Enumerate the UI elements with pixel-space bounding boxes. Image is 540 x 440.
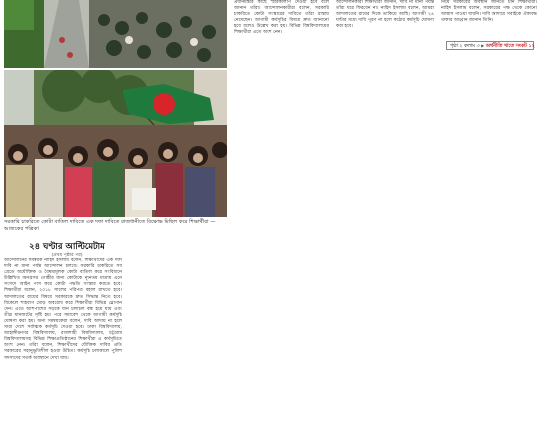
photo-caption: সরকারি চাকরিতে কোটা বাতিল দাবিতে এক দফা দাবিতে রাজধানীতে বিক্ষোভ মিছিল করে শিক্ষার্থীরা —আজকের পত্রিকা — [4, 219, 216, 232]
jump-accent: অর্থনীতি খাতে সংকট ১২ — [485, 43, 535, 49]
triangle-icon: ▶ — [481, 43, 485, 48]
protest-crowd-with-flag-photo — [4, 70, 227, 217]
street-crowd-photo — [4, 0, 227, 68]
top-column-2: আন্দোলনকারী শিক্ষার্থীরা জানান, দাবি না মানা পর্যন্ত তাঁরা ঘরে ফিরবেন না। নাহিদ ইসলাম বলেন, আমরা আদালতের রায়ের দিকে তাকিয়ে আছি। আগামী ২৪ ঘণ্টার মধ্যে দাবি পূরণ না হলে কঠোর কর্মসূচি ঘোষণা করা হবে। — [336, 0, 434, 30]
top-column-3: নিয়ে সরকারের অবস্থান জানতে চান শিক্ষার্থীরা। নাহিদ ইসলাম বলেন, সরকারের পক্ষ থেকে কোনো আশ্বাস পাওয়া যায়নি। দাবি আদায়ে সবাইকে ঐক্যবদ্ধ থাকার আহ্বান জানান তিনি। — [441, 0, 537, 24]
article-subhead: (প্রথম পৃষ্ঠার পর) — [51, 253, 83, 258]
page-jump-reference — [446, 41, 534, 50]
jump-prefix: পৃষ্ঠা ২ কলাম ৩ — [450, 44, 480, 49]
article-body: আন্দোলনের সমন্বয়ক নাহিদ ইসলাম বলেন, শিক্ষার্থীদের এক দফা দাবি না মানা পর্যন্ত আন্দোলন চলবে। সরকারি চাকরিতে সব গ্রেডে অযৌক্তিক ও বৈষম্যমূলক কোটা বাতিল করে সংবিধানে উল্লিখিত অনগ্রসর গোষ্ঠীর জন্য কোটাকে ন্যূনতম মাত্রায় এনে সংসদে আইন পাস করে কোটা পদ্ধতি সংস্কার করতে হবে। শিক্ষার্থীরা বলেন, ২০১৮ সালের পরিপত্র বহাল রাখতে হবে। আদালতের রায়ের বিষয়ে সরকারকে দ্রুত সিদ্ধান্ত নিতে হবে। বিকেলে শাহবাগ মোড় অবরোধ করে শিক্ষার্থীরা বিভিন্ন স্লোগান দেন। এতে আশপাশের সড়কে যান চলাচল বন্ধ হয়ে যায় এবং তীব্র যানজটের সৃষ্টি হয়। পরে সমাবেশ থেকে আগামী কর্মসূচি ঘোষণা করা হয়। অন্য সমন্বয়কেরা বলেন, দাবি আদায় না হলে সারা দেশে সর্বাত্মক কর্মসূচি দেওয়া হবে। ঢাকা বিশ্ববিদ্যালয়, জাহাঙ্গীরনগর বিশ্ববিদ্যালয়, রাজশাহী বিশ্ববিদ্যালয়, চট্টগ্রাম বিশ্ববিদ্যালয়সহ বিভিন্ন শিক্ষাপ্রতিষ্ঠানের শিক্ষার্থীরা এ কর্মসূচিতে অংশ নেন। তাঁরা বলেন, শিক্ষার্থীদের যৌক্তিক দাবির প্রতি সরকারের সহানুভূতিশীল হওয়া উচিত। কর্মসূচি চলাকালে পুলিশ সদস্যদের সতর্ক অবস্থানে দেখা যায়। — [4, 258, 122, 361]
article-headline: ২৪ ঘণ্টার আল্টিমেটাম — [29, 242, 105, 252]
top-column-1: প্রধানমন্ত্রীর কাছে স্মারকলিপি দেওয়া হবে বলে জানান তাঁরা। আন্দোলনকারীরা বলেন, সরকারি চাকরিতে কোটা সংস্কারের দাবিতে তাঁরা রাস্তায় নেমেছেন। আগামী কর্মসূচির বিষয়ে দ্রুত জানানো হবে বলেও উল্লেখ করা হয়। বিভিন্ন বিশ্ববিদ্যালয়ের শিক্ষার্থীরা এতে অংশ নেন। — [234, 0, 329, 36]
